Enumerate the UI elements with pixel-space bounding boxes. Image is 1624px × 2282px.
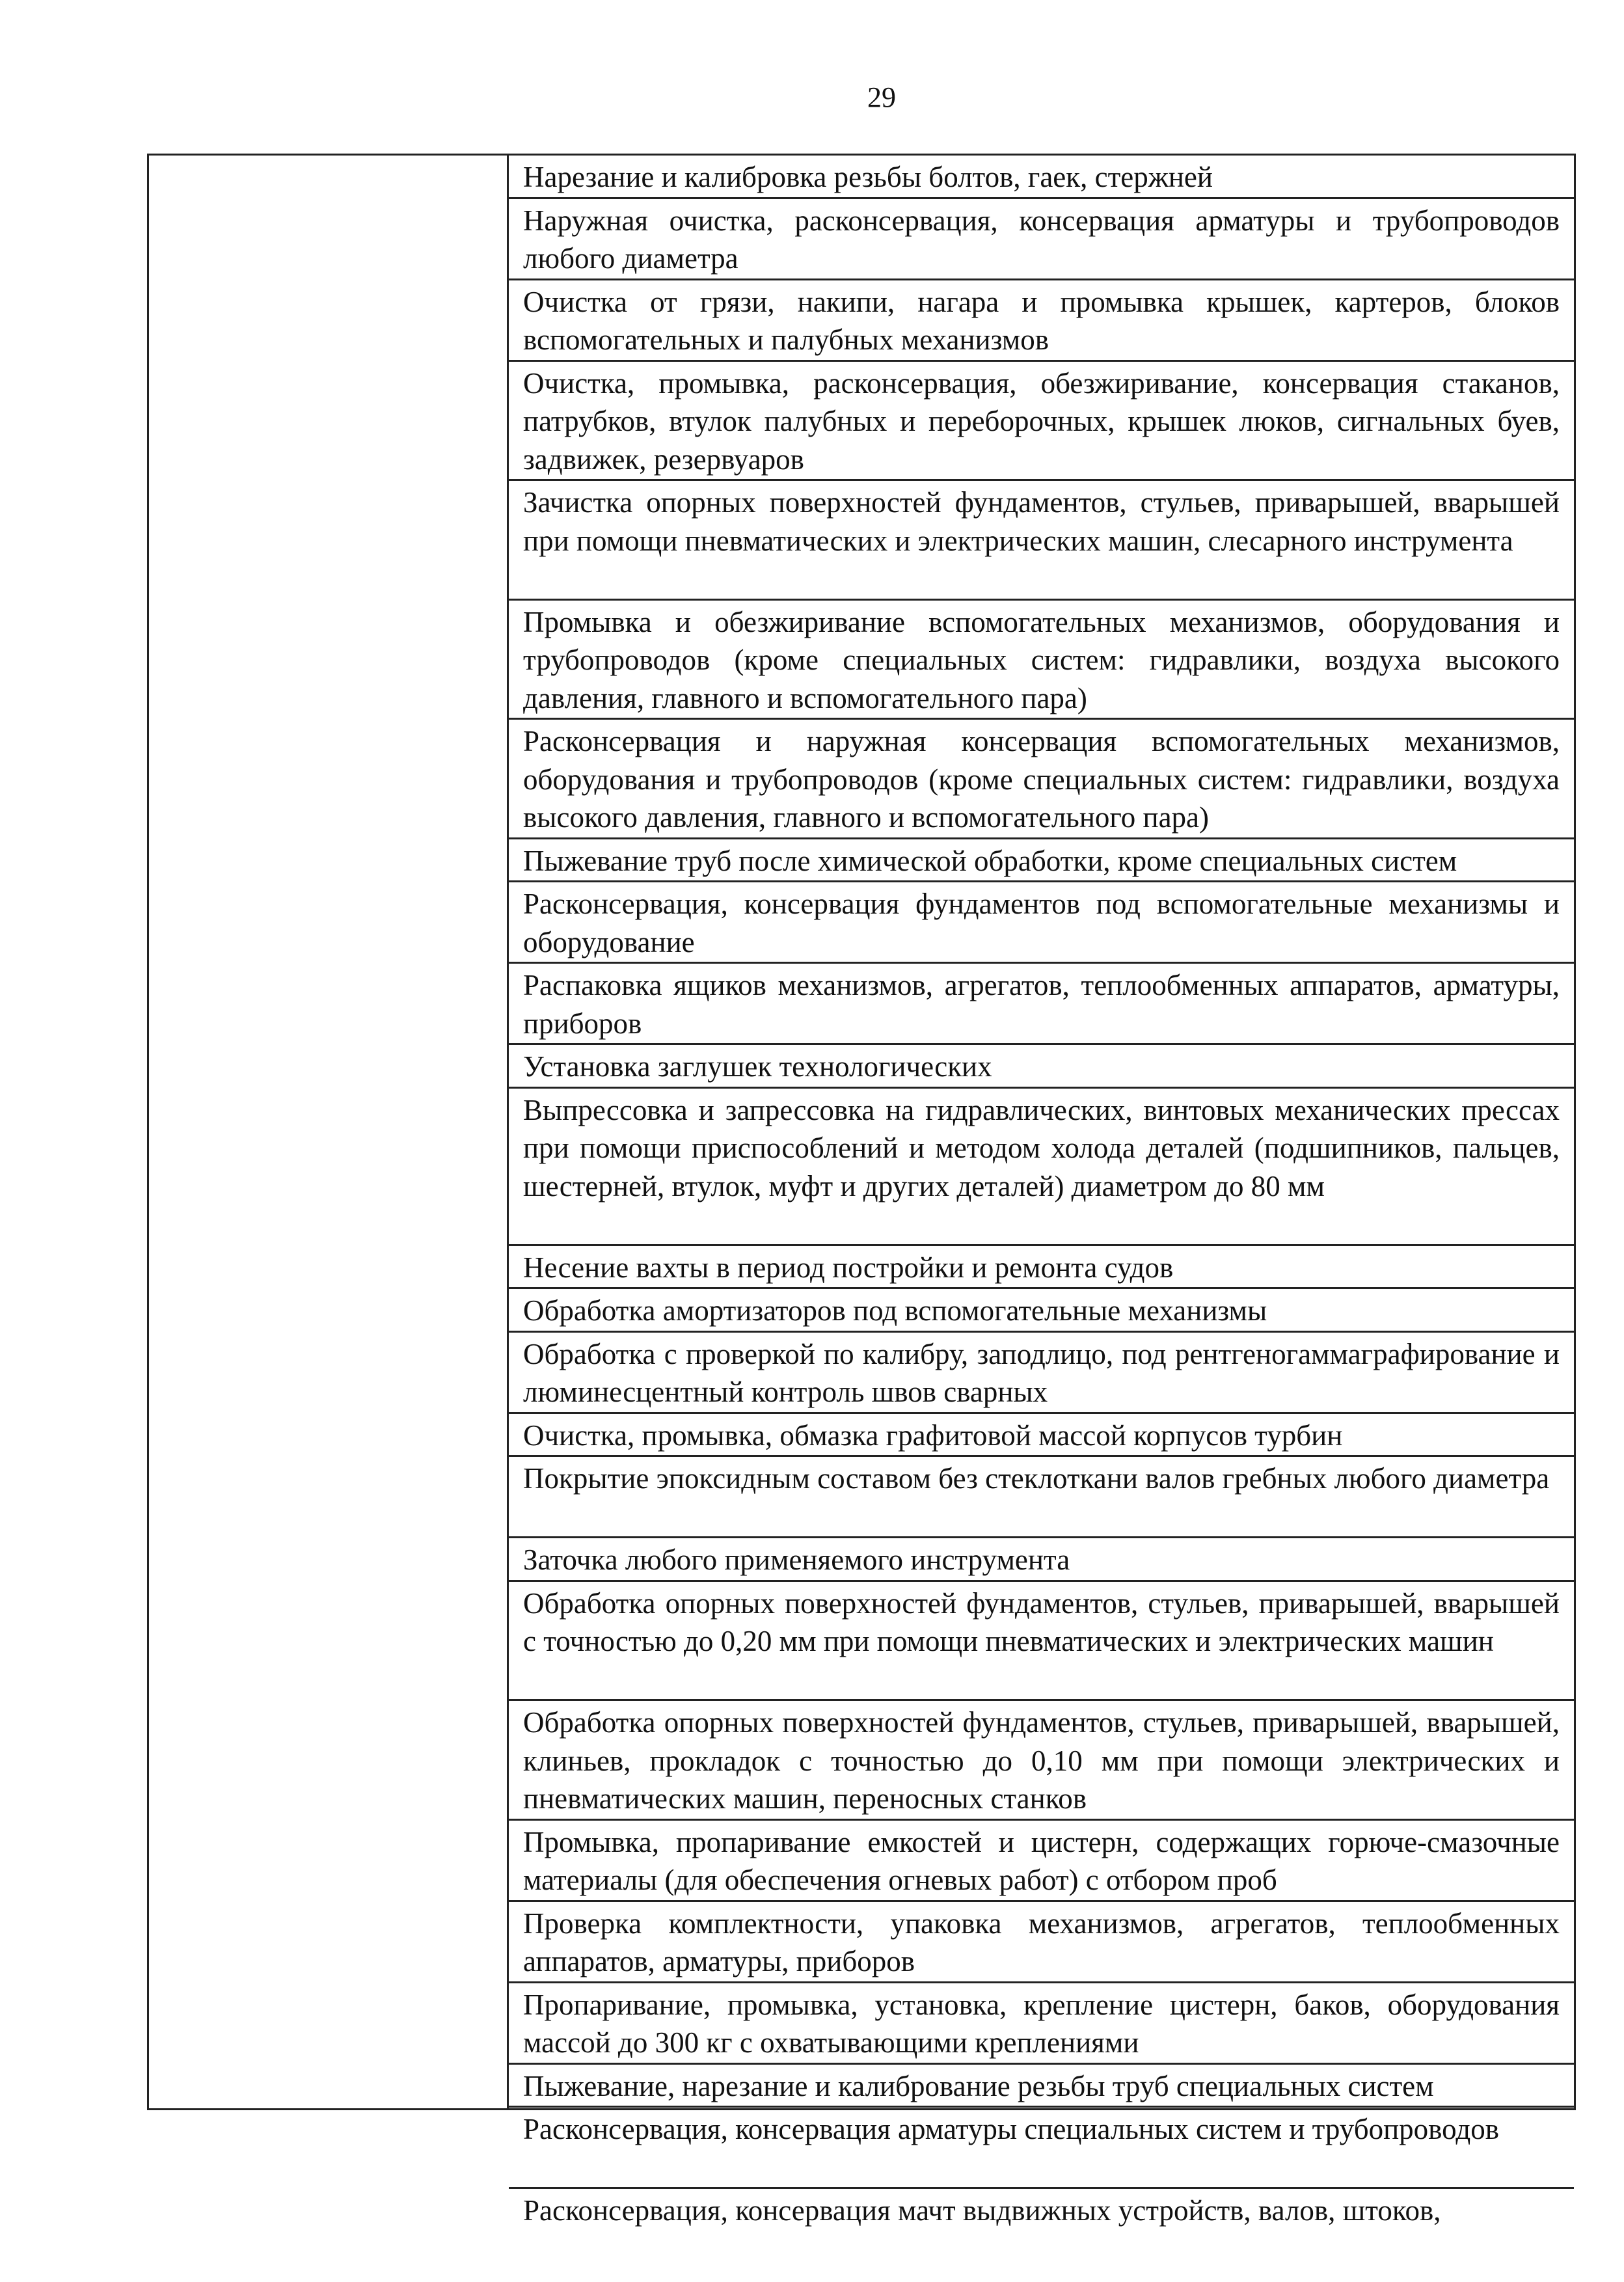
table-row: Пыжевание труб после химической обработки, кроме специальных систем — [509, 839, 1574, 883]
table-row: Очистка, промывка, расконсервация, обезжиривание, консервация стаканов, патрубков, втулок палубных и переборочных, крышек люков, сигнальных буев, задвижек, резервуаров — [509, 362, 1574, 482]
table-row: Проверка комплектности, упаковка механизмов, агрегатов, теплообменных аппаратов, арматуры, приборов — [509, 1902, 1574, 1983]
table-row: Промывка и обезжиривание вспомогательных механизмов, оборудования и трубопроводов (кроме специальных систем: гидравлики, воздуха высокого давления, главного и вспомогательного пара) — [509, 601, 1574, 720]
table-row: Нарезание и калибровка резьбы болтов, гаек, стержней — [509, 156, 1574, 199]
page-number: 29 — [867, 81, 896, 113]
table-row: Расконсервация, консервация арматуры специальных систем и трубопроводов — [509, 2108, 1574, 2189]
table-row: Несение вахты в период постройки и ремонта судов — [509, 1246, 1574, 1290]
table-row: Расконсервация, консервация мачт выдвижных устройств, валов, штоков, — [523, 2194, 1441, 2227]
table-row: Промывка, пропаривание емкостей и цистерн, содержащих горюче-смазочные материалы (для обеспечения огневых работ) с отбором проб — [509, 1821, 1574, 1902]
table-row: Обработка с проверкой по калибру, заподлицо, под рентгеногаммаграфирование и люминесцентный контроль швов сварных — [509, 1333, 1574, 1414]
table-row: Пропаривание, промывка, установка, крепление цистерн, баков, оборудования массой до 300 кг с охватывающими креплениями — [509, 1983, 1574, 2065]
table-row: Выпрессовка и запрессовка на гидравлических, винтовых механических прессах при помощи приспособлений и методом холода деталей (подшипников, пальцев, шестерней, втулок, муфт и других деталей) диаметром до 80 мм — [509, 1089, 1574, 1246]
table-row: Зачистка опорных поверхностей фундаментов, стульев, приварышей, вварышей при помощи пневматических и электрических машин, слесарного инструмента — [509, 481, 1574, 601]
table-row: Пыжевание, нарезание и калибрование резьбы труб специальных систем — [509, 2065, 1574, 2108]
table-row: Очистка от грязи, накипи, нагара и промывка крышек, картеров, блоков вспомогательных и палубных механизмов — [509, 280, 1574, 362]
table-row: Обработка амортизаторов под вспомогательные механизмы — [509, 1289, 1574, 1333]
table-row: Установка заглушек технологических — [509, 1045, 1574, 1089]
table-row: Обработка опорных поверхностей фундаментов, стульев, приварышей, вварышей с точностью до 0,20 мм при помощи пневматических и электрических машин — [509, 1582, 1574, 1702]
table-row: Расконсервация, консервация фундаментов под вспомогательные механизмы и оборудование — [509, 882, 1574, 964]
table-left-column — [149, 156, 509, 2108]
table-row: Расконсервация и наружная консервация вспомогательных механизмов, оборудования и трубопроводов (кроме специальных систем: гидравлики, воздуха высокого давления, главного и вспомогательного пара) — [509, 720, 1574, 839]
table-right-column — [509, 156, 1574, 2233]
table-row: Покрытие эпоксидным составом без стеклоткани валов гребных любого диаметра — [509, 1457, 1574, 1538]
work-list-table — [147, 154, 1576, 2227]
table-row: Наружная очистка, расконсервация, консервация арматуры и трубопроводов любого диаметра — [509, 199, 1574, 280]
table-row: Очистка, промывка, обмазка графитовой массой корпусов турбин — [509, 1414, 1574, 1458]
table-row: Распаковка ящиков механизмов, агрегатов, теплообменных аппаратов, арматуры, приборов — [509, 964, 1574, 1045]
table-row: Обработка опорных поверхностей фундаментов, стульев, приварышей, вварышей, клиньев, прокладок с точностью до 0,10 мм при помощи электрических и пневматических машин, переносных станков — [509, 1701, 1574, 1821]
table-row: Заточка любого применяемого инструмента — [509, 1538, 1574, 1582]
